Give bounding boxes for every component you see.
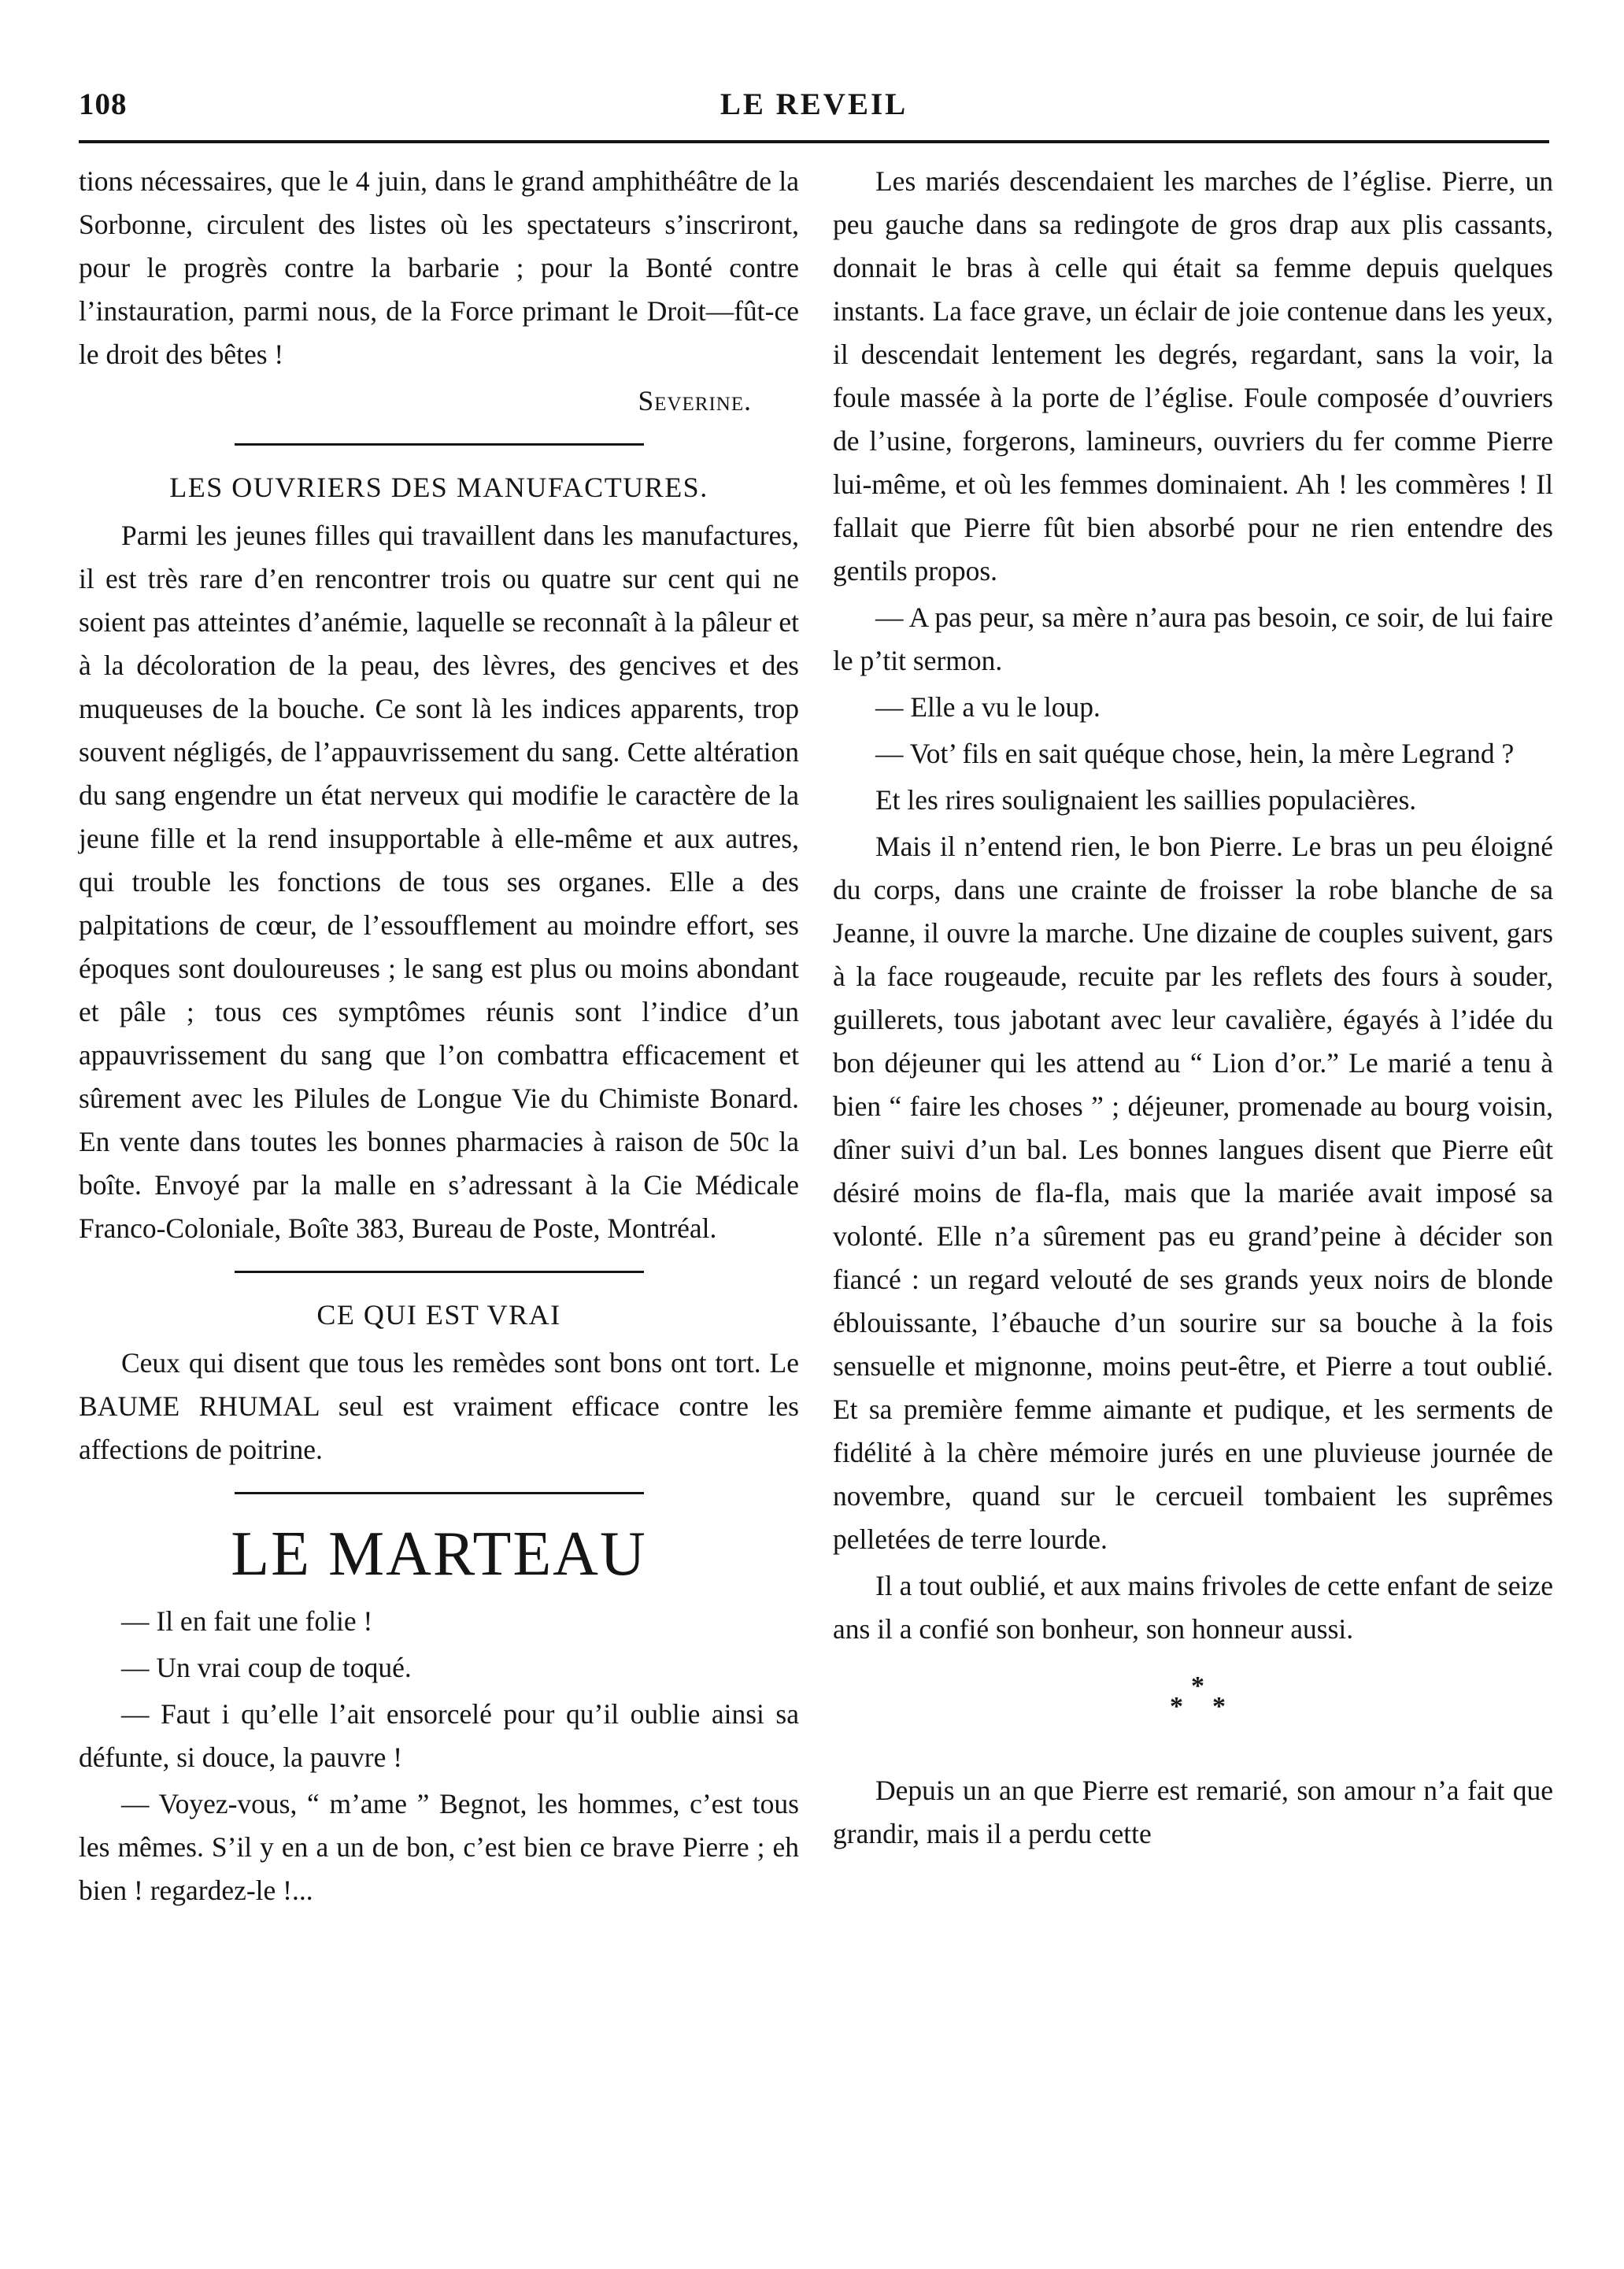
asterism-star: * <box>1212 1692 1226 1721</box>
right-column <box>833 160 1553 1859</box>
story-paragraph: Il a tout oublié, et aux mains frivoles de cette enfant de seize ans il a confié son bonheur, son honneur aussi. <box>833 1570 1553 1645</box>
story-paragraph: — A pas peur, sa mère n’aura pas besoin, ce soir, de lui faire le p’tit sermon. <box>833 601 1553 676</box>
running-head <box>79 79 1549 134</box>
article-heading-ouvriers: LES OUVRIERS DES MANUFACTURES. <box>169 472 708 503</box>
story-title: LE MARTEAU <box>231 1519 647 1589</box>
story-paragraph: — Un vrai coup de toqué. <box>121 1652 412 1683</box>
story-paragraph: — Il en fait une folie ! <box>121 1605 373 1637</box>
article-heading-vrai: CE QUI EST VRAI <box>316 1299 561 1331</box>
article-body-ouvriers: Parmi les jeunes filles qui travaillent dans les manufactures, il est très rare d’en rencontrer trois ou quatre sur cent qui ne soient pas atteintes d’anémie, laquelle se reconnaît à la pâleur et à la décoloration de la peau, des lèvres, des gencives et des muqueuses de la bouche. Ce sont là les indices apparents, trop souvent négligés, de l’appauvrissement du sang. Cette altération du sang engendre un état nerveux qui modifie le caractère de la jeune fille et la rend insupportable à elle-même et aux autres, qui trouble les fonctions de tous ses organes. Elle a des palpitations de cœur, de l’essoufflement au moindre effort, ses époques sont douloureuses ; le sang est plus ou moins abondant et pâle ; tous ces symptômes réunis sont l’indice d’un appauvrissement du sang que l’on combattra efficacement et sûrement avec les Pilules de Longue Vie du Chimiste Bonard. En vente dans toutes les bonnes pharmacies à raison de 50c la boîte. Envoyé par la malle en s’adressant à la Cie Médicale Franco-Coloniale, Boîte 383, Bureau de Poste, Montréal. <box>79 520 799 1244</box>
left-column <box>79 160 799 1916</box>
page-number: 108 <box>79 87 128 121</box>
journal-title: LE REVEIL <box>720 87 908 121</box>
asterism-divider <box>833 1667 1553 1745</box>
intro-paragraph: tions nécessaires, que le 4 juin, dans le grand amphithéâtre de la Sorbonne, circulent des listes où les spectateurs s’inscriront, pour le progrès contre la barbarie ; pour la Bonté contre l’instauration, parmi nous, de la Force primant le Droit—fût-ce le droit des bêtes ! <box>79 165 799 370</box>
asterism-star: * <box>1191 1671 1204 1701</box>
story-paragraph: — Elle a vu le loup. <box>875 691 1101 723</box>
header-rule <box>79 140 1549 143</box>
story-paragraph: Depuis un an que Pierre est remarié, son amour n’a fait que grandir, mais il a perdu cette <box>833 1775 1553 1849</box>
section-divider <box>235 1271 644 1273</box>
story-paragraph: Les mariés descendaient les marches de l’église. Pierre, un peu gauche dans sa redingote de gros drap aux plis cassants, donnait le bras à celle qui était sa femme depuis quelques instants. La face grave, un éclair de joie contenue dans les yeux, il descendait lentement les degrés, regardant, sans la voir, la foule massée à la porte de l’église. Foule composée d’ouvriers de l’usine, forgerons, lamineurs, ouvriers du fer comme Pierre lui-même, et où les femmes dominaient. Ah ! les commères ! Il fallait que Pierre fût bien absorbé pour ne rien entendre des gentils propos. <box>833 165 1553 587</box>
story-paragraph: — Voyez-vous, “ m’ame ” Begnot, les hommes, c’est tous les mêmes. S’il y en a un de bon, c’est bien ce brave Pierre ; eh bien ! regardez-le !... <box>79 1788 799 1906</box>
article-body-vrai: Ceux qui disent que tous les remèdes sont bons ont tort. Le BAUME RHUMAL seul est vraiment efficace contre les affections de poitrine. <box>79 1347 799 1465</box>
story-paragraph: Et les rires soulignaient les saillies populacières. <box>875 784 1417 816</box>
story-paragraph: Mais il n’entend rien, le bon Pierre. Le bras un peu éloigné du corps, dans une crainte de froisser la robe blanche de sa Jeanne, il ouvre la marche. Une dizaine de couples suivent, gars à la face rougeaude, recuite par les reflets des fours à souder, guillerets, tous jabotant avec leur cavalière, égayés à l’idée du bon déjeuner qui les attend au “ Lion d’or.” Le marié a tenu à bien “ faire les choses ” ; déjeuner, promenade au bourg voisin, dîner suivi d’un bal. Les bonnes langues disent que Pierre eût désiré moins de fla-fla, mais que la mariée avait imposé sa volonté. Elle n’a sûrement pas eu grand’peine à décider son fiancé : un regard velouté de ses grands yeux noirs de blonde éblouissante, l’ébauche d’un sourire sur sa bouche à la fois sensuelle et mignonne, moins peut-être, et Pierre a tout oublié. Et sa première femme aimante et pudique, et les serments de fidélité à la chère mémoire jurés en une pluvieuse journée de novembre, quand sur le cercueil tombaient les suprêmes pelletées de terre lourde. <box>833 831 1553 1555</box>
section-divider <box>235 1492 644 1494</box>
section-divider <box>235 443 644 446</box>
story-paragraph: — Vot’ fils en sait quéque chose, hein, la mère Legrand ? <box>875 738 1515 769</box>
asterism-star: * <box>1170 1692 1183 1721</box>
story-paragraph: — Faut i qu’elle l’ait ensorcelé pour qu’il oublie ainsi sa défunte, si douce, la pauvre ! <box>79 1698 799 1773</box>
signature: Severine. <box>638 385 752 416</box>
